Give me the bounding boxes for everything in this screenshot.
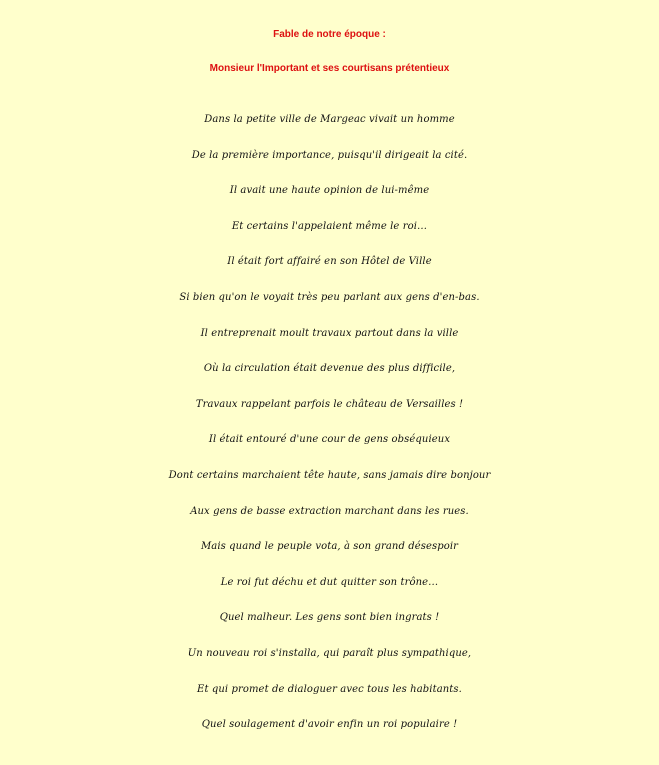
- poem-line: Travaux rappelant parfois le château de Versailles !: [195, 398, 464, 410]
- poem-line: Quel malheur. Les gens sont bien ingrats !: [219, 612, 440, 624]
- poem-line: Mais quand le peuple vota, à son grand désespoir: [200, 541, 459, 553]
- poem-line: Il entreprenait moult travaux partout dans la ville: [200, 327, 459, 339]
- poem-line: Dont certains marchaient tête haute, sans jamais dire bonjour: [168, 469, 491, 481]
- poem-line: Il avait une haute opinion de lui-même: [229, 185, 430, 197]
- poem-line: Où la circulation était devenue des plus difficile,: [203, 363, 456, 375]
- poem-line: Et certains l'appelaient même le roi…: [231, 220, 428, 232]
- poem-line: Aux gens de basse extraction marchant dans les rues.: [190, 505, 469, 517]
- poem-line: Et qui promet de dialoguer avec tous les habitants.: [197, 683, 462, 695]
- poem-line: Il était entouré d'une cour de gens obséquieux: [208, 434, 451, 446]
- poem-line: Dans la petite ville de Margeac vivait un homme: [204, 114, 455, 125]
- poem-line: De la première importance, puisqu'il dirigeait la cité.: [191, 149, 468, 161]
- poem-line: Il était fort affairé en son Hôtel de Ville: [227, 256, 432, 268]
- fable-title: Fable de notre époque :: [273, 29, 386, 40]
- poem-line: Si bien qu'on le voyait très peu parlant aux gens d'en-bas.: [179, 291, 480, 303]
- poem-line: Quel soulagement d'avoir enfin un roi populaire !: [201, 719, 458, 731]
- fable-subtitle: Monsieur l'Important et ses courtisans prétentieux: [209, 63, 450, 74]
- poem-body: [0, 102, 659, 743]
- poem-line: Le roi fut déchu et dut quitter son trône…: [220, 576, 439, 588]
- poem-line: Un nouveau roi s'installa, qui paraît plus sympathique,: [187, 647, 472, 659]
